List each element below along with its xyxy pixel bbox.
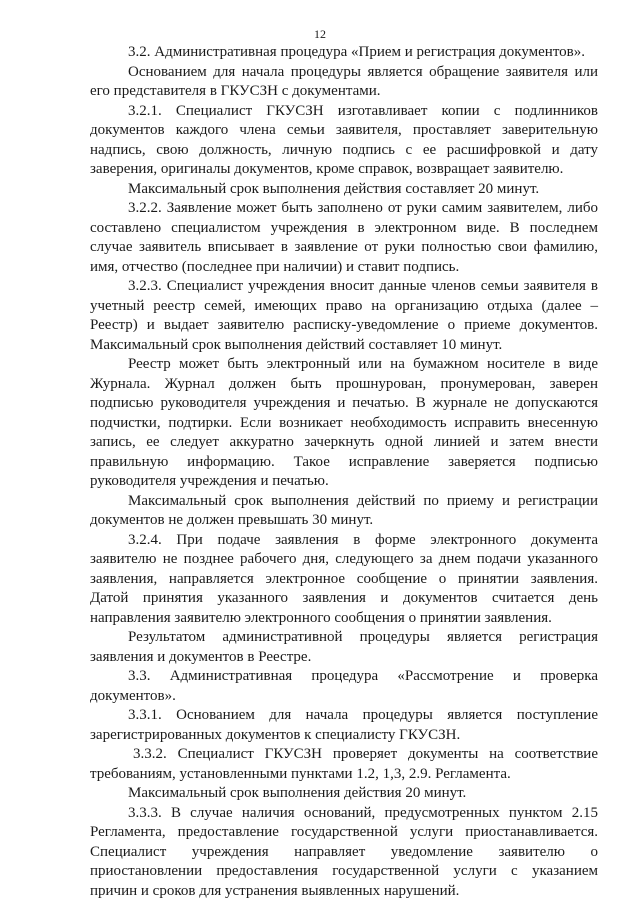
text-line: Максимальный срок выполнения действия 20 минут. (128, 785, 467, 801)
text-line: приостановлении предоставления государственной услуги с указанием (90, 863, 598, 879)
text-line: подчистки, подтирки. Если возникает необходимость исправить внесенную (90, 414, 598, 431)
text-line: Максимальный срок выполнения действий по приему и регистрации (128, 492, 598, 509)
document-body (90, 43, 598, 901)
text-line: составлено специалистом учреждения в электронном виде. В последнем (90, 219, 598, 236)
text-line: заявления, направляется электронное сообщение о принятии заявления. (90, 570, 598, 587)
text-line: Датой принятия указанного заявления и документов считается день (90, 590, 598, 606)
text-line: направления заявителю электронного сообщения о принятии заявления. (90, 609, 552, 626)
text-line: его представителя в ГКУСЗН с документами. (90, 83, 381, 99)
text-line: документов каждого члена семьи заявителя, проставляет заверительную (90, 122, 598, 138)
text-line: 3.2.4. При подаче заявления в форме электронного документа (128, 531, 598, 548)
text-line: руководителя учреждения и печатью. (90, 473, 329, 489)
text-line: заявления и документов в Реестре. (90, 648, 312, 665)
text-line: Максимальный срок выполнения действия составляет 20 минут. (128, 180, 540, 197)
text-line: учетный реестр семей, имеющих право на организацию отдыха (далее – (90, 297, 598, 314)
text-line: заверения, оригиналы документов, кроме справок, возвращает заявителю. (90, 161, 564, 177)
text-line: Специалист учреждения направляет уведомление заявителю о (90, 843, 598, 860)
text-line: 3.3.2. Специалист ГКУСЗН проверяет документы на соответствие (133, 746, 598, 762)
text-line: 3.2. Административная процедура «Прием и регистрация документов». (128, 44, 586, 60)
text-line: Реестр) и выдает заявителю расписку-уведомление о приеме документов. (90, 317, 598, 333)
text-line: 3.3. Административная процедура «Рассмотрение и проверка (128, 668, 598, 684)
text-line: имя, отчество (последнее при наличии) и ставит подпись. (90, 258, 460, 275)
text-line: 3.2.1. Специалист ГКУСЗН изготавливает копии с подлинников (128, 102, 598, 119)
text-line: 3.3.3. В случае наличия оснований, предусмотренных пунктом 2.15 (128, 804, 598, 821)
text-line: заявителю не позднее рабочего дня, следующего за днем подачи указанного (90, 551, 598, 567)
text-line: 3.3.1. Основанием для начала процедуры является поступление (128, 707, 598, 723)
text-line: надпись, свою должность, личную подпись с ее расшифровкой и дату (90, 141, 598, 158)
text-line: запись, ее следует аккуратно зачеркнуть одной линией и затем внести (90, 434, 598, 450)
text-line: Журнала. Журнал должен быть прошнурован, пронумерован, заверен (90, 375, 598, 392)
text-line: подписью руководителя учреждения и печатью. В журнале не допускаются (90, 395, 598, 411)
text-line: Максимальный срок выполнения действий составляет 10 минут. (90, 336, 503, 353)
page-number: 12 (314, 27, 326, 41)
text-line: требованиям, установленными пунктами 1.2, 1,3, 2.9. Регламента. (90, 765, 511, 782)
text-line: правильную информацию. Такое исправление заверяется подписью (90, 453, 598, 470)
text-line: Основанием для начала процедуры является обращение заявителя или (128, 63, 598, 80)
text-line: Результатом административной процедуры является регистрация (128, 629, 598, 645)
text-line: 3.2.3. Специалист учреждения вносит данные членов семьи заявителя в (128, 278, 598, 294)
text-line: Реестр может быть электронный или на бумажном носителе в виде (128, 356, 598, 372)
text-line: причин и сроков для устранения выявленных нарушений. (90, 882, 460, 899)
text-line: документов». (90, 687, 176, 704)
text-line: документов не должен превышать 30 минут. (90, 512, 374, 528)
text-line: 3.2.2. Заявление может быть заполнено от руки самим заявителем, либо (128, 200, 598, 216)
text-line: случае заявитель вписывает в заявление от руки полностью свои фамилию, (90, 239, 598, 255)
text-line: зарегистрированных документов к специалисту ГКУСЗН. (90, 726, 461, 743)
text-line: Регламента, предоставление государственной услуги приостанавливается. (90, 824, 598, 840)
